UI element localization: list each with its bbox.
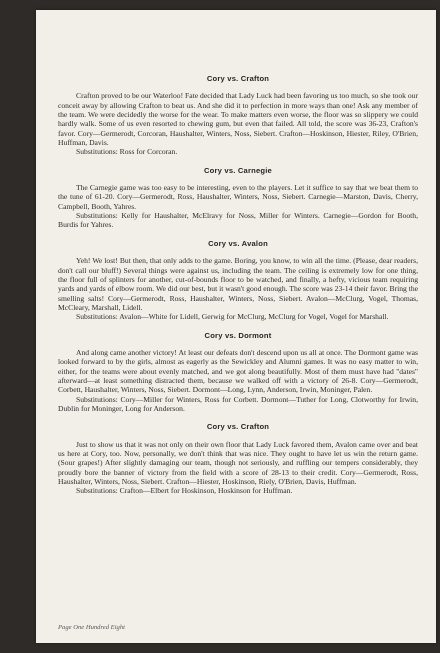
substitutions-line: Substitutions: Ross for Corcoran. [76, 147, 178, 157]
game-section [58, 331, 418, 414]
page-number-footer: Page One Hundred Eight [58, 624, 125, 631]
substitutions-line: Substitutions: Crafton—Elbert for Hoskinson, Hoskinson for Huffman. [76, 486, 293, 496]
substitutions-line: Substitutions: Avalon—White for Lidell, Gerwig for McClurg, McClurg for Vogel, Vogel for Marshall. [76, 312, 389, 322]
substitutions-line: Substitutions: Kelly for Haushalter, McElravy for Noss, Miller for Winters. Carnegie—Gordon for Booth, Burdis for Yahres. [58, 211, 418, 230]
substitutions-line: Substitutions: Cory—Miller for Winters, Ross for Corbett. Dormont—Tuther for Long, Clotworthy for Irwin, Dublin for Moninger, Long for Anderson. [58, 394, 418, 413]
section-heading: Cory vs. Avalon [208, 238, 268, 248]
section-paragraph: Just to show us that it was not only on their own floor that Lady Luck favored them, Avalon came over and beat us here at Cory, too. Now, personally, we don't think that was nice. They ought to have let us win the return game. (Sour grapes!) After slightly damaging our team, though not seriously, and ruffling our tempers considerably, they proudly bore the banner of victory from the field with a score of 28-13 to their credit. Cory—Germerodt, Ross, Haushalter, Winters, Noss, Siebert. Crafton—Hiester, Hoskinson, Riely, O'Brien, Davis, Huffman. [58, 439, 418, 487]
section-heading: Cory vs. Crafton [206, 422, 270, 432]
page-content [58, 74, 418, 505]
game-section [58, 166, 418, 230]
section-paragraph: The Carnegie game was too easy to be interesting, even to the players. Let it suffice to say that we beat them to the tune of 61-20. Cory—Germerodt, Ross, Haushalter, Winters, Noss, Siebert. Carnegie—Marston, Davis, Cherry, Campbell, Booth, Yahres. [58, 183, 418, 211]
game-section [58, 422, 418, 495]
section-paragraph: Yeh! We lost! But then, that only adds to the game. Boring, you know, to win all the time. (Please, dear readers, don't call our bluff!) Several things were against us, including the team. The ceiling is extremely low for one thing, the floor full of splinters for another, cut-of-bounds floor to be watched, and finally, a hefty, vicious team requiring yards and yards of elbow room. We did our best, but it wasn't good enough. The score was 23-14 their favor. Bring the smelling salts! Cory—Germerodt, Ross, Haushalter, Winters, Noss, Siebert. Avalon—McClurg, Vogel, Thomas, McCleary, Marshall, Lidell. [58, 256, 418, 312]
section-heading: Cory vs. Carnegie [204, 165, 272, 175]
section-paragraph: Crafton proved to be our Waterloo! Fate decided that Lady Luck had been favoring us too much, so she took our conceit away by allowing Crafton to beat us. And she did it to perfection in more ways than one! Ask any member of the team. We were decidedly the worse for the wear. To make matters even worse, the floor was so slippery we could hardly walk. Some of us even resorted to chewing gum, but even that failed. All told, the score was 36-23, Crafton's favor. Cory—Germerodt, Corcoran, Haushalter, Winters, Noss, Siebert. Crafton—Hoskinson, Hiester, Riley, O'Brien, Huffman, Davis. [58, 91, 418, 148]
yearbook-page [36, 10, 436, 643]
section-paragraph: And along came another victory! At least our defeats don't descend upon us all at once. The Dormont game was looked forward to by the girls, almost as eagerly as the Sewickley and Alumni games. It was no easy matter to win, either, for the teams were about evenly matched, and we got along beautifully. Most of them must have had "dates" afterward—at least something distracted them, because we walked off with a victory of 26-8. Cory—Germerodt, Corbett, Haushalter, Winters, Noss, Siebert. Dormont—Long, Lynn, Anderson, Irwin, Moninger, Palen. [58, 347, 418, 395]
section-heading: Cory vs. Crafton [206, 74, 270, 83]
game-section [58, 74, 418, 157]
game-section [58, 239, 418, 322]
section-heading: Cory vs. Dormont [204, 330, 272, 340]
